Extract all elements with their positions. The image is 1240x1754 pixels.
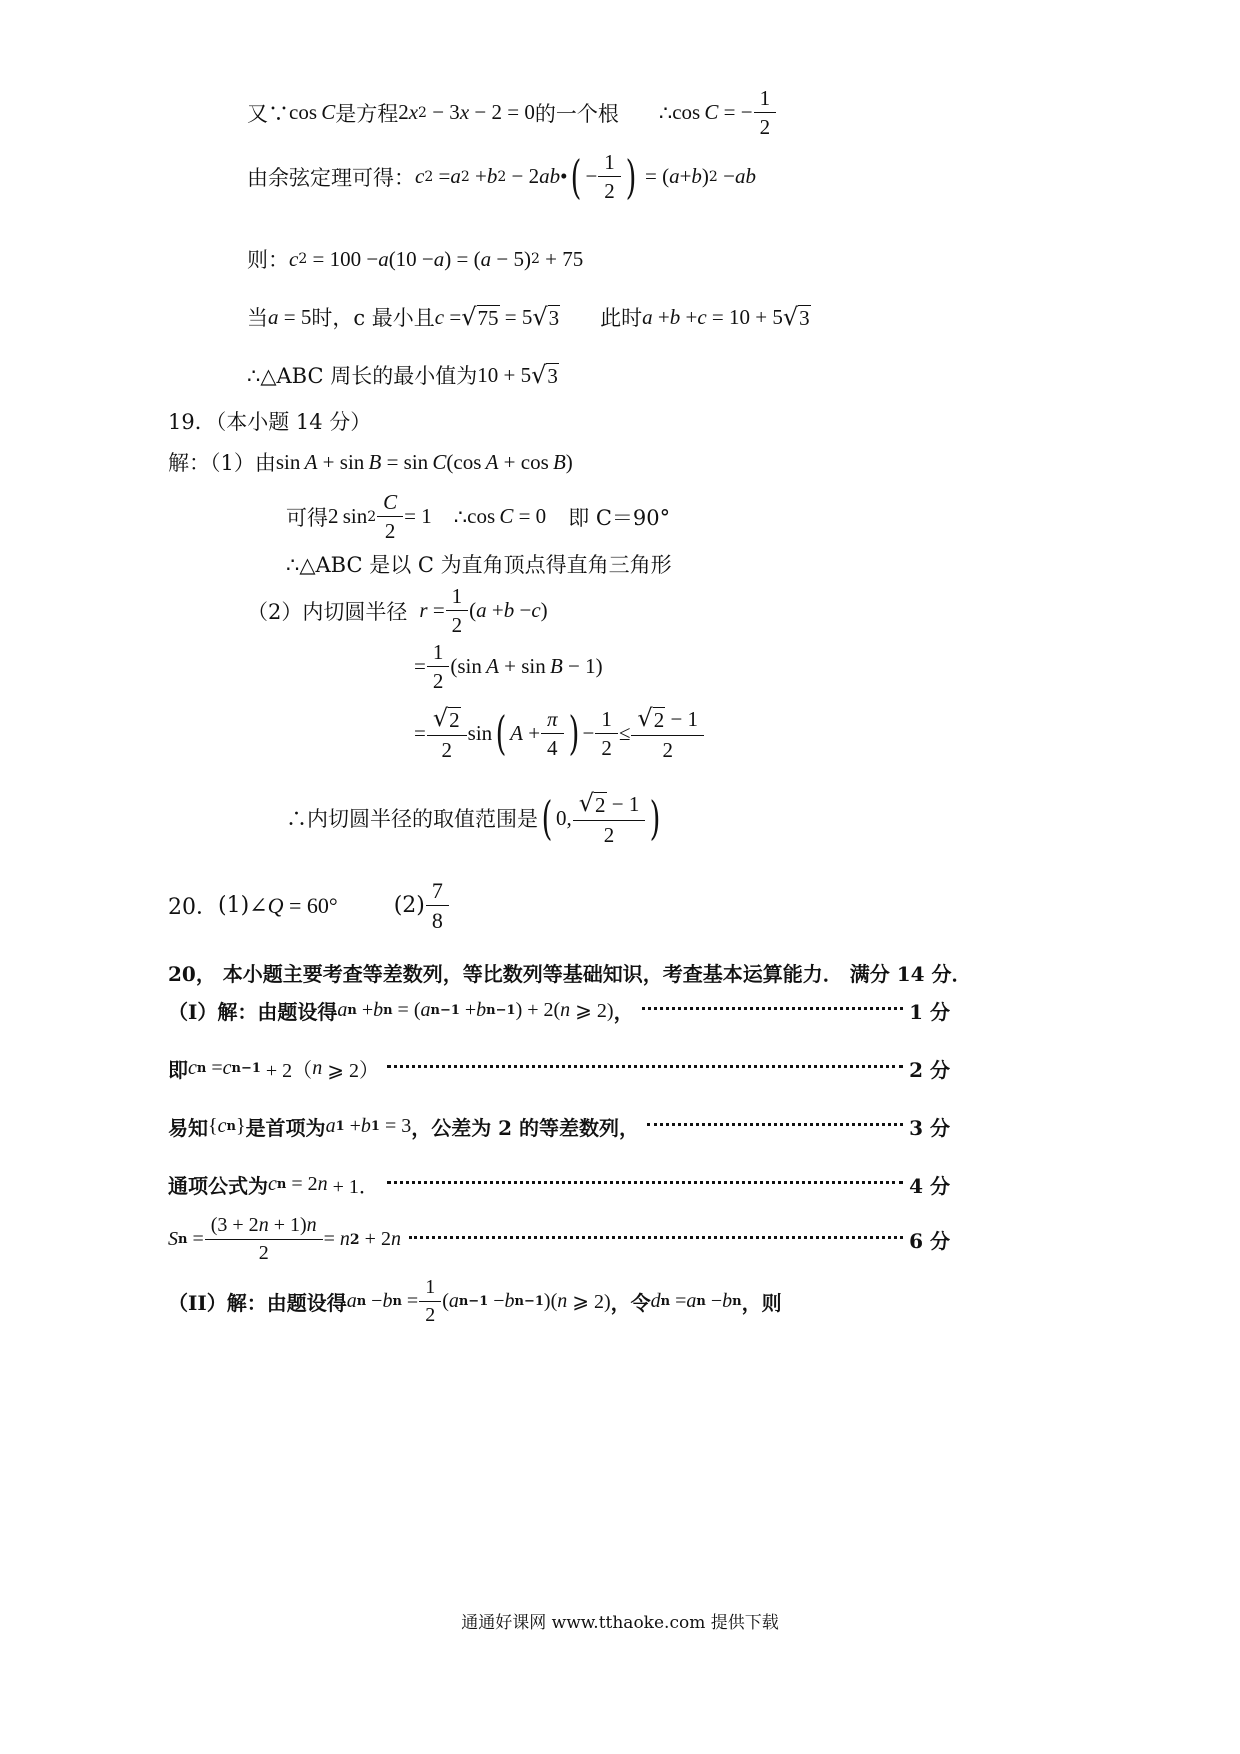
q20-step5: S n = $\frac{(3 + 2n + 1)n}{2}$ = n 2 + 2 n 6 分	[168, 1214, 950, 1264]
text-l3-pre: 则：	[247, 248, 289, 272]
q19-step7: ∴内切圆半径的取值范围是 ( 0, √ 2 − 1 2 )	[286, 789, 661, 847]
line-minimum-c: 当 a = 5 时，c 最小且 c = √ 75 = 5 √ 3 此时 a + b + c = 10 + 5 √ 3	[247, 303, 810, 331]
line-cosc-root: 又∵ cos C 是方程 2 x 2 − 3 x − 2 = 0 的一个根 ∴ cos C = − $\frac{1}{2}$	[247, 86, 777, 139]
score-6: 6 分	[909, 1229, 950, 1253]
score-3: 3 分	[909, 1116, 950, 1140]
text-l5: ∴△ABC 周长的最小值为	[247, 364, 478, 388]
text-l4-mid2: 此时	[600, 306, 643, 330]
text-l4-pre: 当	[247, 306, 268, 330]
q19-step1: 解：（1）由 sin A + sin B = sin C (cos A + cos B )	[168, 447, 573, 477]
q20-step1: （I）解：由题设得 a n + b n = ( a n−1 + b n−1 ) + 2( n ⩾ 2) ， 1 分	[168, 996, 950, 1025]
q19-step5: = $\frac{1}{2}$ (sin A + sin B − 1)	[414, 640, 603, 694]
text-l2-pre: 由余弦定理可得：	[247, 165, 415, 190]
q20-step2: 即 c n = c n−1 + 2（ n ⩾ 2） 2 分	[168, 1054, 950, 1083]
text-l1-pre: 又∵	[247, 101, 289, 126]
score-2: 2 分	[909, 1058, 950, 1082]
line-cosine-law: 由余弦定理可得： c 2 = a 2 + b 2 − 2 ab • ( − $\frac{1}{2}$ ) = ( a + b ) 2 − ab	[247, 149, 756, 204]
score-4: 4 分	[909, 1174, 950, 1198]
q19-step4: （2）内切圆半径 r = $\frac{1}{2}$ ( a + b − c )	[247, 584, 548, 638]
line-c-squared: 则： c 2 = 100 − a (10 − a ) = ( a − 5) 2 + 75	[247, 244, 583, 274]
page-footer: 通通好课网 www.tthaoke.com 提供下载	[461, 1613, 779, 1633]
text-q19-p2: 可得	[286, 505, 328, 530]
text-l1-mid: 是方程	[335, 101, 399, 126]
text-q20a-num: 20．	[168, 895, 218, 921]
line-perimeter-min: ∴△ABC 周长的最小值为 10 + 5 √ 3	[247, 361, 558, 389]
text-l1-therefore: ∴	[658, 100, 673, 125]
q20-step3: 易知 { c n } 是首项为 a 1 + b 1 = 3 ，公差为 2 的等差数列， 3 分	[168, 1112, 950, 1141]
text-q19-p4: （2）内切圆半径	[247, 599, 408, 624]
text-q19-p5: ∴内切圆半径的取值范围是	[286, 807, 538, 832]
text-q19-p1: 解：（1）由	[168, 451, 276, 475]
q20-step4: 通项公式为 c n = 2 n + 1． 4 分	[168, 1170, 950, 1199]
text-l4-mid: 时，c 最小且	[311, 306, 435, 330]
q20-short-answer: 20． (1) ∠ Q = 60° (2) $\frac{7}{8}$	[168, 878, 450, 934]
text-q19-p2c: 即 C＝90°	[568, 505, 671, 530]
q19-title: 19．（本小题 14 分）	[168, 410, 372, 434]
q19-step3: ∴△ABC 是以 C 为直角顶点得直角三角形	[286, 553, 672, 577]
q20-intro: 20， 本小题主要考查等差数列，等比数列等基础知识，考查基本运算能力． 满分 14 分．	[168, 962, 972, 986]
score-1: 1 分	[909, 1000, 950, 1024]
text-l1-post: 的一个根	[534, 101, 619, 126]
q19-step6: = √ 2 2 sin ( A + $\frac{\pi}{4}$ ) − $\frac{1}{2}$ ≤ √ 2 − 1 2	[414, 705, 705, 762]
q19-step2: 可得 2 sin 2 $\frac{C}{2}$ = 1 ∴ cos C = 0 即 C＝90°	[286, 490, 671, 544]
q20-step6: （II）解：由题设得 a n − b n = $\frac{1}{2}$ ( a n−1 − b n−1 )( n ⩾ 2) ，令 d n = a n − b n ，则	[168, 1276, 782, 1326]
